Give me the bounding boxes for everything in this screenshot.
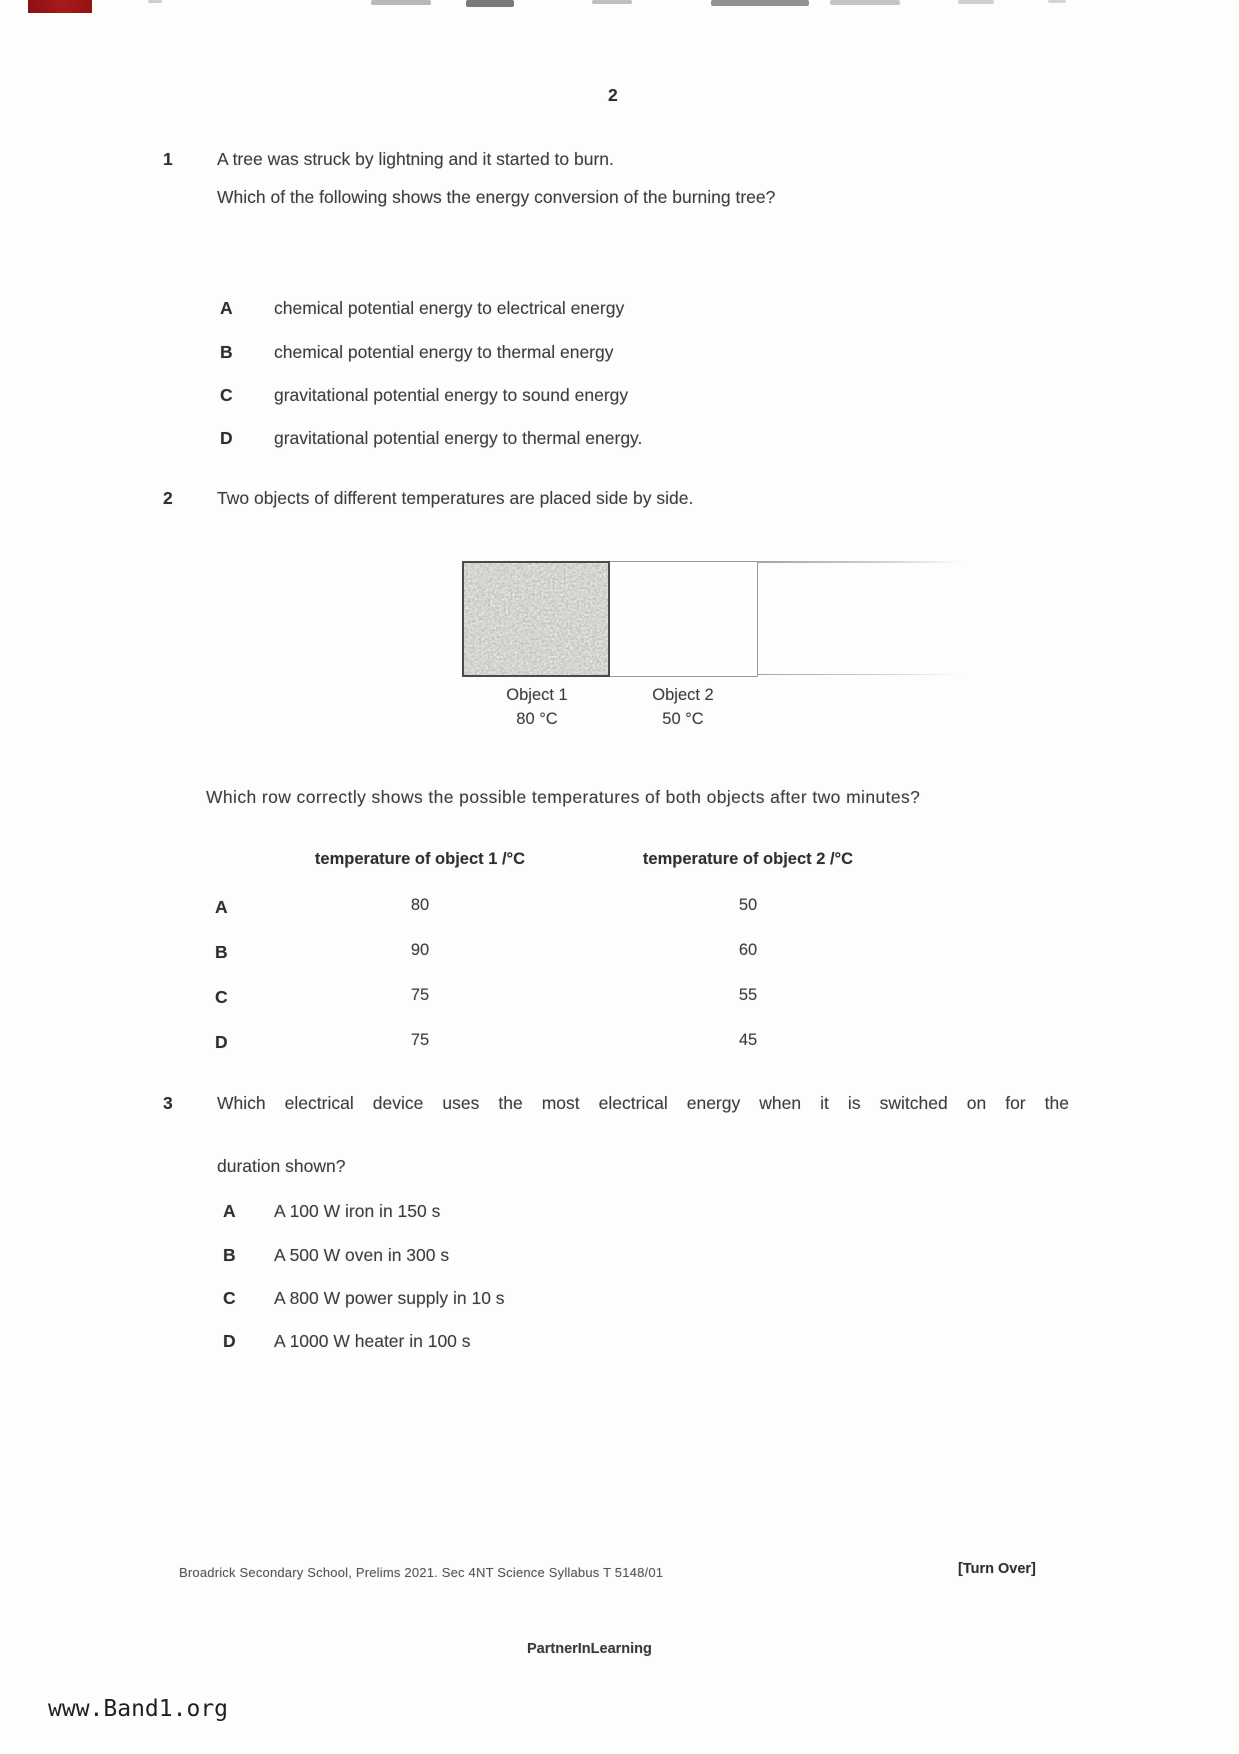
speckle-texture bbox=[464, 563, 608, 675]
object1-temperature: 80 °C bbox=[516, 710, 558, 728]
table-row-value2: 55 bbox=[738, 986, 758, 1004]
q1-option-text-c: gravitational potential energy to sound energy bbox=[274, 385, 629, 405]
q1-option-text-a: chemical potential energy to electrical energy bbox=[274, 298, 625, 318]
q1-option-letter-d: D bbox=[220, 428, 233, 448]
scan-artifact bbox=[592, 0, 632, 4]
table-header-object1: temperature of object 1 /°C bbox=[314, 850, 526, 868]
red-scan-mark bbox=[28, 0, 92, 13]
q3-option-letter-c: C bbox=[223, 1288, 236, 1308]
table-header-object2: temperature of object 2 /°C bbox=[642, 850, 854, 868]
q3-option-letter-a: A bbox=[223, 1201, 236, 1221]
q1-option-text-b: chemical potential energy to thermal energy bbox=[274, 342, 614, 362]
footer-school-line: Broadrick Secondary School, Prelims 2021. Sec 4NT Science Syllabus T 5148/01 bbox=[179, 1565, 664, 1580]
page-number: 2 bbox=[608, 85, 618, 105]
table-row-value1: 75 bbox=[410, 1031, 430, 1049]
table-row-letter: D bbox=[215, 1032, 228, 1052]
table-row-letter: A bbox=[215, 897, 228, 917]
object2-label: Object 2 bbox=[652, 686, 714, 704]
q1-option-letter-c: C bbox=[220, 385, 233, 405]
object2-box-plain bbox=[610, 561, 758, 677]
partner-in-learning-label: PartnerInLearning bbox=[527, 1641, 652, 1657]
question-1-number: 1 bbox=[163, 149, 173, 169]
website-watermark: www.Band1.org bbox=[48, 1696, 229, 1722]
scan-line-artifact bbox=[758, 674, 963, 675]
object2-temperature: 50 °C bbox=[662, 710, 704, 728]
table-row-value1: 80 bbox=[410, 896, 430, 914]
question-3-number: 3 bbox=[163, 1093, 173, 1113]
q3-option-text-d: A 1000 W heater in 100 s bbox=[274, 1331, 471, 1351]
q3-option-text-b: A 500 W oven in 300 s bbox=[274, 1245, 450, 1265]
table-row-value2: 45 bbox=[738, 1031, 758, 1049]
table-row-letter: C bbox=[215, 987, 228, 1007]
table-row-value2: 60 bbox=[738, 941, 758, 959]
table-row-value1: 75 bbox=[410, 986, 430, 1004]
q3-option-letter-b: B bbox=[223, 1245, 236, 1265]
question-1-text-line2: Which of the following shows the energy conversion of the burning tree? bbox=[217, 187, 776, 207]
q1-option-letter-b: B bbox=[220, 342, 233, 362]
figure-two-objects bbox=[462, 561, 758, 677]
object1-label: Object 1 bbox=[506, 686, 568, 704]
question-2-prompt: Which row correctly shows the possible temperatures of both objects after two minutes? bbox=[206, 787, 921, 807]
scan-artifact bbox=[711, 0, 809, 6]
scan-line-artifact bbox=[758, 561, 963, 563]
question-3-text-line2: duration shown? bbox=[217, 1156, 346, 1176]
q1-option-letter-a: A bbox=[220, 298, 233, 318]
question-2-text-line1: Two objects of different temperatures are placed side by side. bbox=[217, 488, 694, 508]
q1-option-text-d: gravitational potential energy to thermal energy. bbox=[274, 428, 643, 448]
table-row-letter: B bbox=[215, 942, 228, 962]
turn-over-label: [Turn Over] bbox=[958, 1561, 1036, 1577]
q3-option-text-a: A 100 W iron in 150 s bbox=[274, 1201, 441, 1221]
table-row-value2: 50 bbox=[738, 896, 758, 914]
scan-artifact bbox=[958, 0, 994, 4]
object1-box-shaded bbox=[462, 561, 610, 677]
question-2-number: 2 bbox=[163, 488, 173, 508]
q3-option-letter-d: D bbox=[223, 1331, 236, 1351]
q3-option-text-c: A 800 W power supply in 10 s bbox=[274, 1288, 505, 1308]
scan-artifact bbox=[830, 0, 900, 5]
scan-artifact bbox=[148, 0, 162, 3]
scan-artifact bbox=[1048, 0, 1066, 3]
question-3-text-line1: Which electrical device uses the most electrical energy when it is switched on for the bbox=[217, 1093, 1069, 1113]
scan-artifact bbox=[466, 0, 514, 7]
scan-artifact bbox=[371, 0, 431, 5]
question-1-text-line1: A tree was struck by lightning and it started to burn. bbox=[217, 149, 614, 169]
table-row-value1: 90 bbox=[410, 941, 430, 959]
